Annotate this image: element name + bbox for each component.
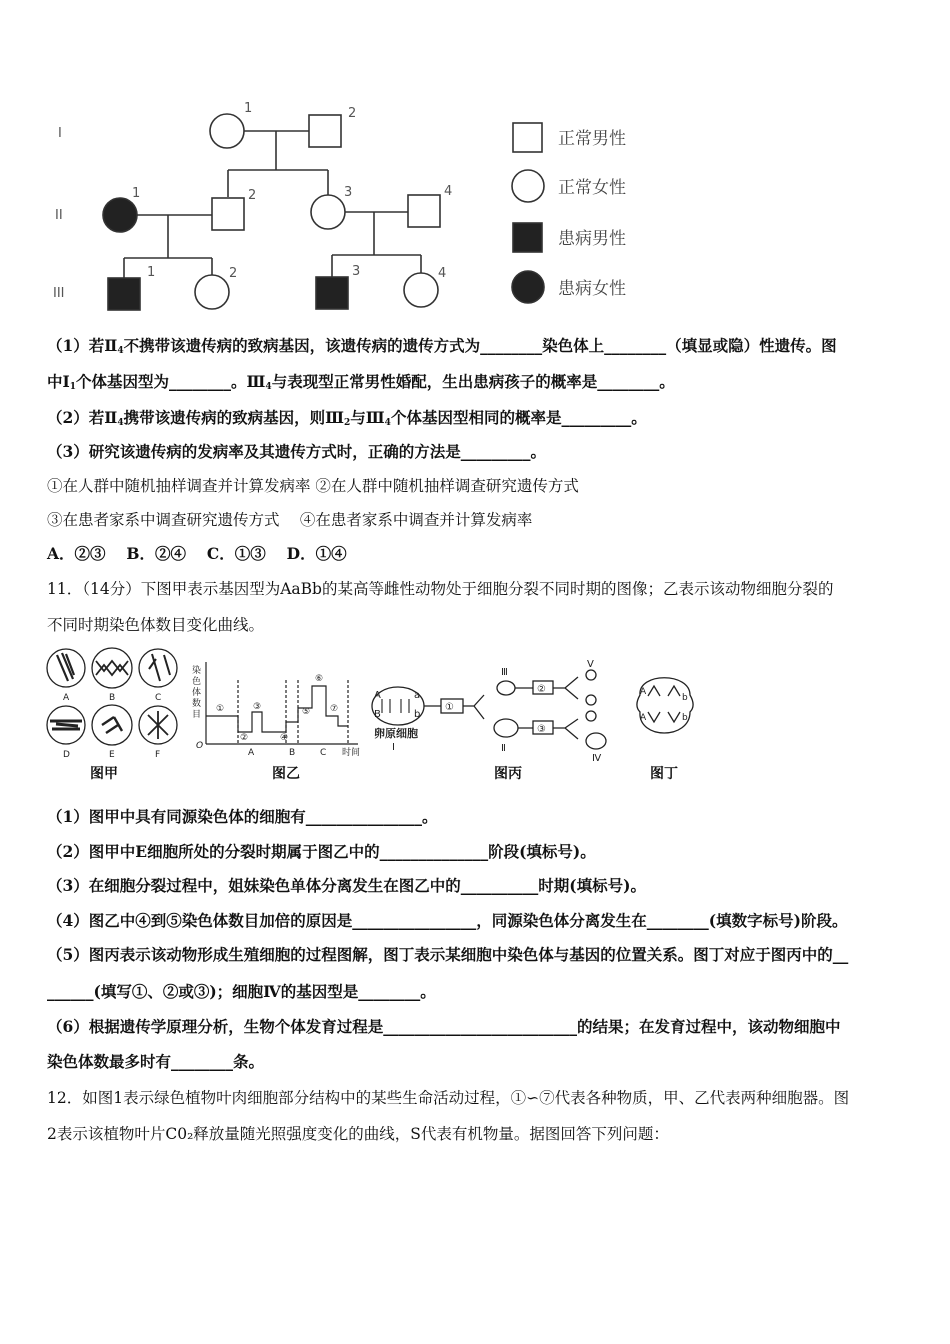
pedigree-II3-normal-female bbox=[311, 195, 345, 229]
q11-intro-line2: 不同时期染色体数目变化曲线。 bbox=[47, 616, 265, 634]
gene-label: b bbox=[682, 713, 688, 723]
pedigree-III1-affected-male bbox=[108, 278, 140, 310]
figure-yi-chromosome-curve bbox=[190, 660, 370, 785]
q10-option-line2: ③在患者家系中调查研究遗传方式 ④在患者家系中调查并计算发病率 bbox=[47, 511, 533, 529]
q11-part3: （3）在细胞分裂过程中，姐妹染色单体分离发生在图乙中的__________时期(填标号)。 bbox=[47, 876, 646, 895]
pedigree-III2-normal-female bbox=[195, 275, 229, 309]
pedigree-II4-normal-male bbox=[408, 195, 440, 227]
phase-label: ⑥ bbox=[315, 674, 324, 684]
figure-caption: 图丙 bbox=[494, 766, 522, 782]
phase-label: ⑦ bbox=[330, 704, 339, 714]
cell-label: F bbox=[155, 750, 161, 760]
q11-part5-line2: ______(填写①、②或③)；细胞Ⅳ的基因型是________。 bbox=[47, 982, 436, 1001]
cell-label: A bbox=[63, 693, 70, 703]
generation-label-III: III bbox=[53, 286, 65, 301]
oogonium-label: 卵原细胞 bbox=[374, 727, 418, 740]
figure-bing-oogenesis bbox=[368, 655, 638, 785]
legend-label: 正常男性 bbox=[558, 129, 626, 149]
figure-caption: 图丁 bbox=[650, 766, 678, 782]
figure-ding-chromosome-genes bbox=[632, 660, 712, 785]
cell-label: B bbox=[109, 693, 116, 703]
cell-label: E bbox=[109, 750, 115, 760]
gene-label: B bbox=[374, 709, 381, 720]
legend-affected-female-symbol bbox=[512, 271, 544, 303]
q11-part1: （1）图甲中具有同源染色体的细胞有_______________。 bbox=[47, 807, 438, 826]
stage-letter: B bbox=[289, 748, 296, 758]
legend-normal-female-symbol bbox=[512, 170, 544, 202]
pedigree-number: 2 bbox=[229, 266, 238, 281]
pedigree-number: 1 bbox=[132, 186, 141, 201]
axis-origin: O bbox=[196, 741, 204, 751]
q11-part6-line2: 染色体数最多时有________条。 bbox=[47, 1052, 265, 1071]
legend-affected-male-symbol bbox=[513, 223, 542, 252]
pedigree-chart bbox=[40, 95, 680, 320]
step-label: ① bbox=[445, 702, 454, 713]
phase-label: ⑤ bbox=[302, 707, 311, 717]
pedigree-number: 2 bbox=[348, 106, 357, 121]
legend-label: 正常女性 bbox=[558, 178, 626, 198]
q10-choices: A．②③ B．②④ C．①③ D．①④ bbox=[47, 544, 347, 563]
q10-part1-line2: 中$Ⅰ_1$个体基因型为________。$Ⅲ_4$与表现型正常男性婚配，生出患病孩子的概率是________。 bbox=[47, 372, 675, 392]
phase-label: ④ bbox=[280, 733, 289, 743]
pedigree-number: 3 bbox=[352, 264, 361, 279]
gene-label: A bbox=[374, 690, 381, 701]
q11-part4: （4）图乙中④到⑤染色体数目加倍的原因是________________，同源染色体分离发生在________(填数字标号)阶段。 bbox=[47, 911, 848, 930]
q11-intro-line1: 11．（14分）下图甲表示基因型为AaBb的某高等雌性动物处于细胞分裂不同时期的图像；乙表示该动物细胞分裂的 bbox=[47, 580, 834, 598]
xlabel: 时间 bbox=[342, 748, 361, 758]
pedigree-II1-affected-female bbox=[103, 198, 137, 232]
cell-label: C bbox=[155, 693, 162, 703]
ylabel-char: 目 bbox=[192, 710, 202, 720]
figure-caption: 图甲 bbox=[90, 766, 118, 782]
q10-part2: （2）若$Ⅱ_4$携带该遗传病的致病基因，则$Ⅲ_2$与$Ⅲ_4$个体基因型相同的概率是_________。 bbox=[47, 408, 647, 428]
pedigree-II2-normal-male bbox=[212, 198, 244, 230]
cell-number: Ⅳ bbox=[592, 753, 602, 764]
legend-normal-male-symbol bbox=[513, 123, 542, 152]
cell-number: Ⅲ bbox=[501, 667, 508, 678]
cell-number: Ⅰ bbox=[392, 742, 395, 753]
pedigree-III4-normal-female bbox=[404, 273, 438, 307]
pedigree-number: 4 bbox=[438, 266, 447, 281]
pedigree-number: 3 bbox=[344, 185, 353, 200]
stage-letter: A bbox=[248, 748, 255, 758]
figure-caption: 图乙 bbox=[272, 766, 300, 782]
pedigree-number: 4 bbox=[444, 184, 453, 199]
figure-jia-cell-division bbox=[44, 645, 184, 785]
q12-line1: 12．如图1表示绿色植物叶肉细胞部分结构中的某些生命活动过程，①∽⑦代表各种物质，甲、乙代表两种细胞器。图 bbox=[47, 1089, 850, 1107]
gene-label: a bbox=[414, 690, 421, 701]
phase-label: ② bbox=[240, 733, 249, 743]
legend-label: 患病男性 bbox=[558, 229, 626, 249]
cell-number: Ⅴ bbox=[587, 659, 594, 670]
q11-part5-line1: （5）图丙表示该动物形成生殖细胞的过程图解，图丁表示某细胞中染色体与基因的位置关系。图丁对应于图丙中的__ bbox=[47, 945, 849, 964]
generation-label-II: II bbox=[55, 208, 63, 223]
pedigree-III3-affected-male bbox=[316, 277, 348, 309]
pedigree-number: 1 bbox=[147, 265, 156, 280]
ylabel-char: 色 bbox=[192, 677, 202, 687]
q11-part6-line1: （6）根据遗传学原理分析，生物个体发育过程是_________________________的结果；在发育过程中，该动物细胞中 bbox=[47, 1017, 841, 1036]
ylabel-char: 体 bbox=[192, 688, 202, 698]
q12-line2: 2表示该植物叶片C0₂释放量随光照强度变化的曲线，S代表有机物量。据图回答下列问题： bbox=[47, 1125, 669, 1143]
q11-part2: （2）图甲中E细胞所处的分裂时期属于图乙中的______________阶段(填标号)。 bbox=[47, 842, 596, 861]
phase-label: ③ bbox=[253, 702, 262, 712]
legend-label: 患病女性 bbox=[558, 279, 626, 299]
q10-option-line1: ①在人群中随机抽样调查并计算发病率 ②在人群中随机抽样调查研究遗传方式 bbox=[47, 477, 579, 495]
pedigree-I1-normal-female bbox=[210, 114, 244, 148]
pedigree-number: 2 bbox=[248, 188, 257, 203]
stage-letter: C bbox=[320, 748, 327, 758]
phase-label: ① bbox=[216, 704, 225, 714]
gene-label: b bbox=[414, 709, 421, 720]
pedigree-number: 1 bbox=[244, 101, 253, 116]
gene-label: b bbox=[682, 693, 688, 703]
q10-part3: （3）研究该遗传病的发病率及其遗传方式时，正确的方法是_________。 bbox=[47, 442, 547, 461]
step-label: ② bbox=[537, 684, 546, 695]
gene-label: A bbox=[640, 713, 647, 723]
gene-label: A bbox=[640, 687, 647, 697]
cell-label: D bbox=[63, 750, 70, 760]
ylabel-char: 数 bbox=[192, 699, 202, 709]
ylabel-char: 染 bbox=[192, 666, 202, 676]
cell-number: Ⅱ bbox=[501, 743, 506, 754]
q10-part1-line1: （1）若$Ⅱ_4$不携带该遗传病的致病基因，该遗传病的遗传方式为________染色体上________（填显或隐）性遗传。图 bbox=[47, 336, 837, 356]
step-label: ③ bbox=[537, 724, 546, 735]
generation-label-I: I bbox=[58, 126, 62, 141]
pedigree-I2-normal-male bbox=[309, 115, 341, 147]
